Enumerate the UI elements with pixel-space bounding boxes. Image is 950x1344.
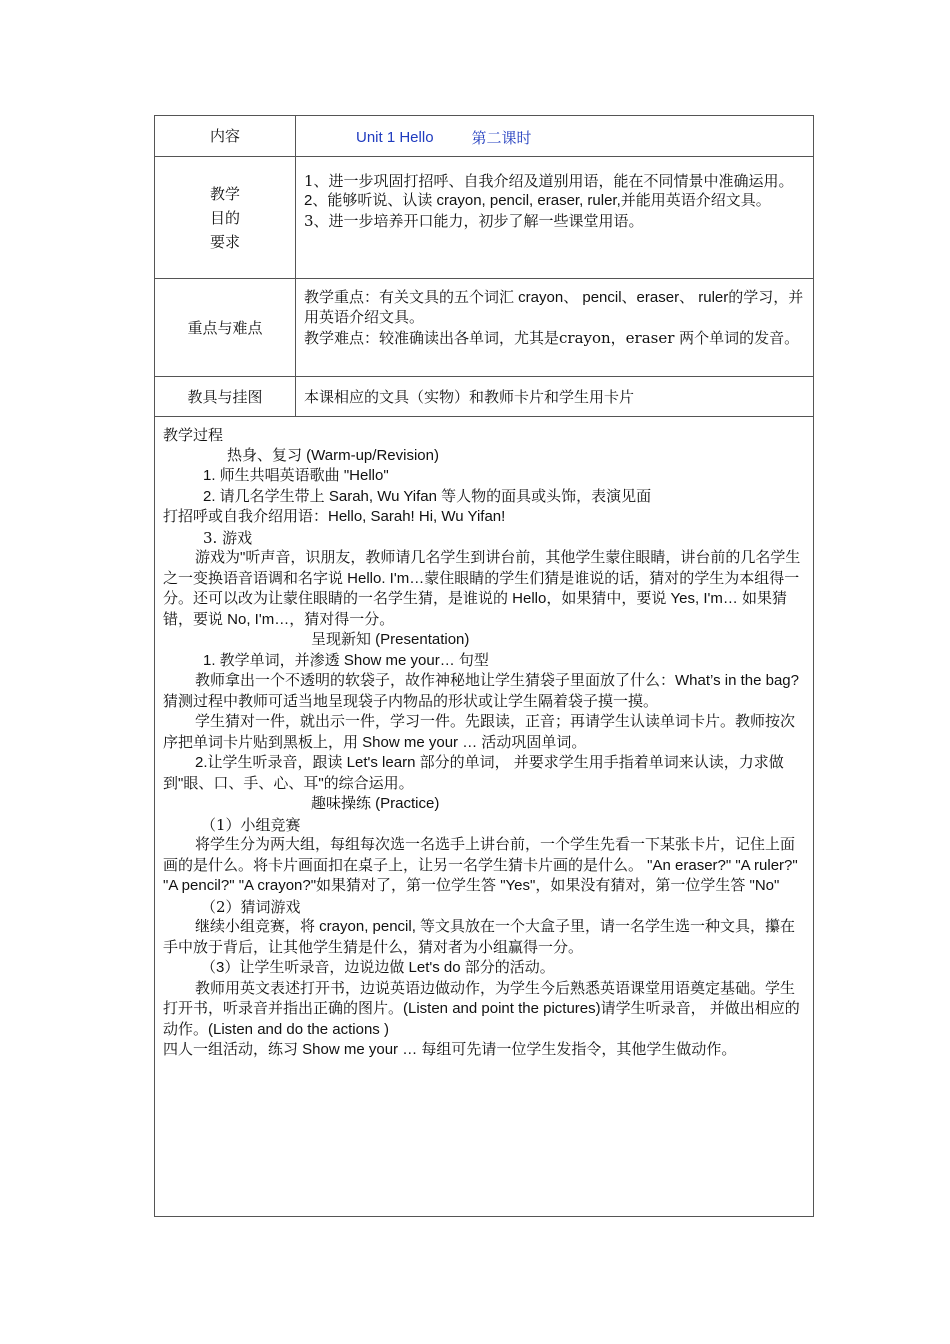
- practice-title: 趣味操练 (Practice): [311, 795, 440, 812]
- goals-label-line-2: 目的: [209, 208, 240, 227]
- content-label: 内容: [155, 116, 296, 156]
- key-points: 教学重点：有关文具的五个词汇 crayon、 pencil、eraser、 ruler的学习，并用英语介绍文具。: [304, 289, 804, 326]
- presentation-item-1: 1. 教学单词，并渗透 Show me your… 句型: [203, 651, 489, 669]
- aids-label: 教具与挂图: [155, 377, 296, 416]
- goal-3: 3、进一步培养开口能力，初步了解一些课堂用语。: [304, 212, 644, 230]
- focus-label: 重点与难点: [155, 279, 296, 376]
- lesson-plan-table: [154, 115, 814, 1217]
- process-heading: 教学过程: [163, 426, 224, 444]
- aids-row: [155, 377, 813, 417]
- focus-row: [155, 279, 813, 377]
- goal-2: 2、能够听说、认读 crayon, pencil, eraser, ruler,并能用英语介绍文具。: [304, 192, 771, 209]
- goals-value: [296, 157, 813, 278]
- presentation-item-2: 2.让学生听录音，跟读 Let's learn 部分的单词， 并要求学生用手指着单词来认读，力求做到"眼、口、手、心、耳"的综合运用。: [163, 754, 784, 792]
- content-row: [155, 116, 813, 157]
- practice-sub-1: （1）小组竞赛: [201, 815, 301, 834]
- teaching-process: [155, 417, 813, 1216]
- practice-para-2: 继续小组竞赛，将 crayon, pencil, 等文具放在一个大盒子里，请一名学生选一种文具，攥在手中放于背后，让其他学生猜是什么，猜对者为小组赢得一分。: [163, 918, 796, 956]
- warmup-game: 游戏为"听声音，识朋友，教师请几名学生到讲台前，其他学生蒙住眼睛，讲台前的几名学生之一变换语音语调和名字说 Hello. I'm…蒙住眼睛的学生们猜是谁说的话，猜对的学生为本组得一分。还可以改为让蒙住眼睛的一名学生猜，是谁说的 Hello，如果猜中，要说 Yes, I'm… 如果猜错，要说 No, I'm…，猜对得一分。: [163, 549, 801, 628]
- practice-sub-3: （3）让学生听录音，边说边做 Let's do 部分的活动。: [201, 959, 555, 976]
- goals-label-line-1: 教学: [209, 184, 240, 203]
- warmup-title: 热身、复习 (Warm-up/Revision): [227, 446, 439, 464]
- practice-para-3: 教师用英文表述打开书，边说英语边做动作，为学生今后熟悉英语课堂用语奠定基础。学生打开书，听录音并指出正确的图片。(Listen and point the pictures)请学生听录音， 并做出相应的动作。(Listen and do the actions ): [163, 979, 800, 1038]
- goals-label-line-3: 要求: [209, 232, 240, 251]
- unit-title: Unit 1 Hello: [356, 128, 434, 146]
- warmup-item-2-cont: 打招呼或自我介绍用语：Hello, Sarah! Hi, Wu Yifan!: [163, 508, 506, 525]
- practice-para-1: 将学生分为两大组，每组每次选一名选手上讲台前，一个学生先看一下某张卡片，记住上面画的是什么。将卡片画面扣在桌子上，让另一名学生猜卡片画的是什么。 "An eraser?" "A ruler?" "A pencil?" "A crayon?"如果猜对了，第一位学生答 "Yes"，如果没有猜对，第一位学生答 "No": [163, 836, 798, 894]
- warmup-item-2: 2. 请几名学生带上 Sarah, Wu Yifan 等人物的面具或头饰，表演见面: [203, 487, 652, 505]
- warmup-item-3: 3. 游戏: [203, 528, 253, 547]
- goals-label: [155, 157, 296, 278]
- presentation-para-2: 学生猜对一件，就出示一件，学习一件。先跟读，正音；再请学生认读单词卡片。教师按次序把单词卡片贴到黑板上，用 Show me your … 活动巩固单词。: [163, 713, 796, 751]
- practice-para-4: 四人一组活动，练习 Show me your … 每组可先请一位学生发指令，其他学生做动作。: [163, 1041, 737, 1058]
- focus-value: [296, 279, 813, 376]
- practice-sub-2: （2）猜词游戏: [201, 897, 301, 916]
- goal-1: 1、进一步巩固打招呼、自我介绍及道别用语，能在不同情景中准确运用。: [304, 172, 794, 190]
- lesson-number: 第二课时: [471, 128, 532, 147]
- presentation-para-1: 教师拿出一个不透明的软袋子，故作神秘地让学生猜袋子里面放了什么：What’s in the bag? 猜测过程中教师可适当地呈现袋子内物品的形状或让学生隔着袋子摸一摸。: [163, 672, 799, 710]
- content-value: [296, 116, 813, 156]
- difficult-points: 教学难点：较准确读出各单词，尤其是crayon，eraser 两个单词的发音。: [304, 329, 800, 347]
- goals-row: [155, 157, 813, 279]
- aids-value: 本课相应的文具（实物）和教师卡片和学生用卡片: [304, 387, 635, 406]
- presentation-title: 呈现新知 (Presentation): [311, 631, 470, 648]
- warmup-item-1: 1. 师生共唱英语歌曲 "Hello": [203, 467, 389, 484]
